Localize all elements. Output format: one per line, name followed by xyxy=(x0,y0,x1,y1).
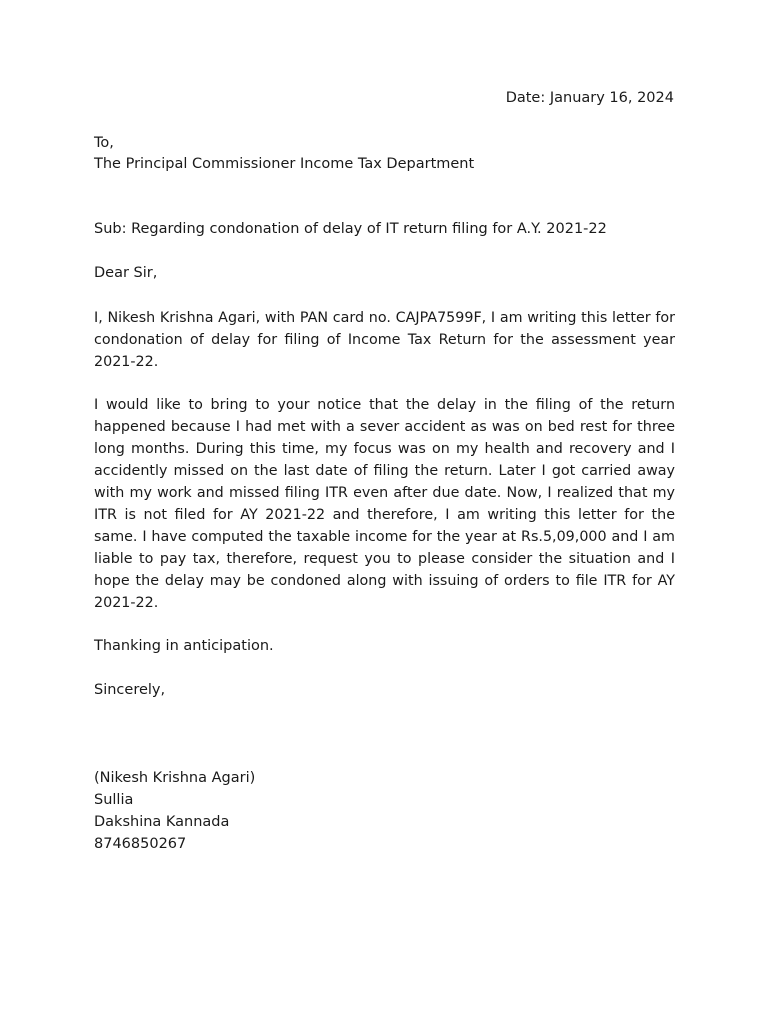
subject-line: Sub: Regarding condonation of delay of IT return filing for A.Y. 2021-22 xyxy=(94,221,607,237)
recipient: The Principal Commissioner Income Tax Department xyxy=(94,156,475,172)
address-line-1: Sullia xyxy=(94,792,134,808)
to-label: To, xyxy=(94,135,114,151)
paragraph-intro: I, Nikesh Krishna Agari, with PAN card no. CAJPA7599F, I am writing this letter for condonation of delay for filing of Income Tax Return for the assessment year 2021-22. xyxy=(94,310,675,370)
signatory-name: (Nikesh Krishna Agari) xyxy=(94,770,256,786)
letter-date: Date: January 16, 2024 xyxy=(505,90,674,106)
address-line-2: Dakshina Kannada xyxy=(94,814,230,830)
closing: Sincerely, xyxy=(94,682,166,698)
salutation: Dear Sir, xyxy=(94,265,158,281)
paragraph-reason: I would like to bring to your notice that the delay in the filing of the return happened because I had met with a sever accident as was on bed rest for three long months. During this time, my focus was on my health and recovery and I accidently missed on the last date of filing the return. Later I got carried away with my work and missed filing ITR even after due date. Now, I realized that my ITR is not filed for AY 2021-22 and therefore, I am writing this letter for the same. I have computed the taxable income for the year at Rs.5,09,000 and I am liable to pay tax, therefore, request you to please consider the situation and I hope the delay may be condoned along with issuing of orders to file ITR for AY 2021-22. xyxy=(94,397,675,611)
phone-number: 8746850267 xyxy=(94,836,187,852)
thanks-line: Thanking in anticipation. xyxy=(94,638,274,654)
